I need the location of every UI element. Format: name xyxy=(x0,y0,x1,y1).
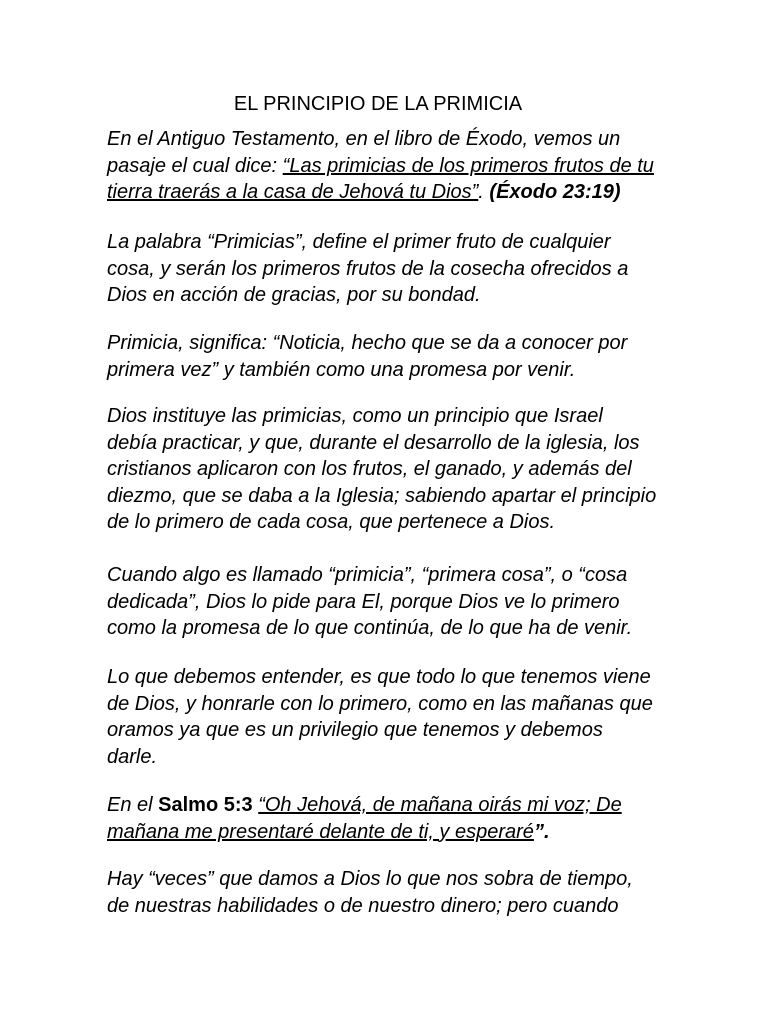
scripture-reference: (Éxodo 23:19) xyxy=(489,181,621,203)
paragraph-cuando xyxy=(107,562,667,642)
text-run: pasaje el cual dice: xyxy=(107,154,283,177)
text-line: debía practicar, y que, durante el desarrollo de la iglesia, los xyxy=(107,431,640,454)
text-line: como la promesa de lo que continúa, de lo que ha de venir. xyxy=(107,617,633,639)
text-line: oramos ya que es un privilegio que tenemos y debemos xyxy=(107,719,603,741)
text-line xyxy=(107,179,667,206)
text-line: de Dios, y honrarle con lo primero, como en las mañanas que xyxy=(107,692,653,715)
paragraph-exodo xyxy=(107,126,667,206)
text-line: de lo primero de cada cosa, que pertenece a Dios. xyxy=(107,511,556,533)
paragraph-salmo xyxy=(107,792,667,845)
text-line: cristianos aplicaron con los frutos, el ganado, y además del xyxy=(107,458,632,480)
text-line: dedicada”, Dios lo pide para El, porque Dios ve lo primero xyxy=(107,590,620,613)
text-line xyxy=(107,153,667,180)
text-line: primera vez” y también como una promesa por venir. xyxy=(107,358,576,381)
scripture-reference: Salmo 5:3 xyxy=(158,794,253,816)
paragraph-significado xyxy=(107,330,667,383)
text-run: En el xyxy=(107,794,159,816)
text-run: . xyxy=(478,181,484,203)
text-line: Cuando algo es llamado “primicia”, “primera cosa”, o “cosa xyxy=(107,564,628,586)
page-title: EL PRINCIPIO DE LA PRIMICIA xyxy=(233,93,523,115)
text-line: Dios instituye las primicias, como un principio que Israel xyxy=(107,405,603,427)
scripture-quote: “Oh Jehová, de mañana oirás mi voz; De xyxy=(258,794,622,816)
text-line: Primicia, significa: “Noticia, hecho que se da a conocer por xyxy=(107,332,628,354)
scripture-quote: “Las primicias de los primeros frutos de tu xyxy=(282,154,654,177)
paragraph-primicias xyxy=(107,229,667,309)
text-line xyxy=(107,792,667,819)
text-line: diezmo, que se daba a la Iglesia; sabiendo apartar el principio xyxy=(107,484,657,507)
paragraph-entender xyxy=(107,664,667,770)
scripture-quote: tierra traerás a la casa de Jehová tu Dios” xyxy=(107,181,479,203)
text-line: La palabra “Primicias”, define el primer fruto de cualquier xyxy=(107,231,611,253)
scripture-quote: mañana me presentaré delante de ti, y esperaré xyxy=(107,820,534,843)
text-line: En el Antiguo Testamento, en el libro de Éxodo, vemos un xyxy=(107,128,621,150)
text-line: de nuestras habilidades o de nuestro dinero; pero cuando xyxy=(107,894,619,917)
text-line: Hay “veces” que damos a Dios lo que nos sobra de tiempo, xyxy=(107,868,633,890)
text-line: Lo que debemos entender, es que todo lo que tenemos viene xyxy=(107,666,651,688)
text-line: cosa, y serán los primeros frutos de la cosecha ofrecidos a xyxy=(107,257,629,280)
closing-quote: ”. xyxy=(533,820,550,843)
paragraph-veces xyxy=(107,866,667,919)
text-line xyxy=(107,819,667,846)
text-line: darle. xyxy=(107,745,158,768)
text-line: Dios en acción de gracias, por su bondad. xyxy=(107,284,481,306)
paragraph-instituye xyxy=(107,403,667,536)
